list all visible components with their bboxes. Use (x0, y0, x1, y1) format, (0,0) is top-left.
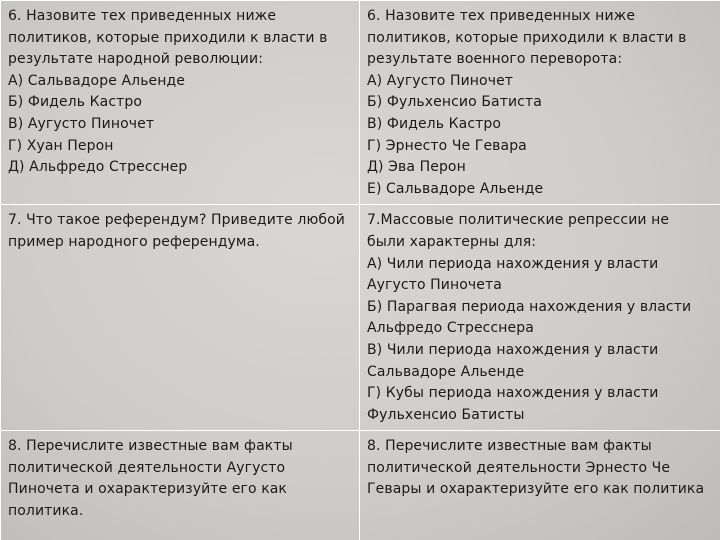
question-6-right-line: 6. Назовите тех приведенных ниже (367, 8, 636, 24)
question-6-left-line: 6. Назовите тех приведенных ниже (8, 8, 277, 24)
table-row (1, 431, 720, 540)
answer-option: В) Фидель Кастро (367, 115, 502, 132)
question-8-right-line: Гевары и охарактеризуйте его как политика (367, 481, 705, 498)
answer-option: Сальвадоре Альенде (367, 363, 525, 380)
question-6-left-line: политиков, которые приходили к власти в (8, 29, 328, 46)
answer-option: В) Аугусто Пиночет (8, 115, 155, 132)
answer-option: А) Аугусто Пиночет (367, 72, 514, 89)
answer-option: Б) Фульхенсио Батиста (367, 94, 542, 111)
answer-option: В) Чили периода нахождения у власти (367, 341, 659, 358)
answer-option: Г) Хуан Перон (8, 137, 114, 154)
table-row (1, 1, 720, 205)
question-8-right-line: 8. Перечислите известные вам факты (367, 438, 652, 455)
answer-option: Г) Эрнесто Че Гевара (367, 137, 527, 154)
question-7-left-line: пример народного референдума. (8, 233, 260, 250)
question-8-left-line: политической деятельности Аугусто (8, 459, 286, 476)
question-8-left-line: Пиночета и охарактеризуйте его как (8, 481, 287, 498)
question-7-right-line: были характерны для: (367, 233, 537, 250)
answer-option: Д) Эва Перон (367, 159, 466, 176)
question-6-left-line: результате народной революции: (8, 51, 264, 68)
question-8-right-line: политической деятельности Эрнесто Че (367, 459, 671, 476)
answer-option: А) Чили периода нахождения у власти (367, 255, 659, 272)
answer-option: Г) Кубы периода нахождения у власти (367, 385, 659, 402)
question-8-left-line: политика. (8, 503, 84, 520)
answer-option: А) Сальвадоре Альенде (8, 72, 186, 89)
question-7-left-line: 7. Что такое референдум? Приведите любой (8, 212, 345, 229)
answer-option: Б) Парагвая периода нахождения у власти (367, 298, 692, 315)
question-6-right-line: политиков, которые приходили к власти в (367, 29, 687, 46)
question-cell-left (1, 205, 360, 431)
table-row (1, 205, 720, 431)
answer-option: Б) Фидель Кастро (8, 94, 143, 111)
question-cell-left (1, 1, 360, 205)
answer-option: Альфредо Стресснера (367, 320, 534, 337)
answer-option: Аугусто Пиночета (367, 277, 502, 294)
answer-option: Д) Альфредо Стресснер (8, 159, 188, 176)
question-cell-right (360, 205, 720, 431)
question-8-left-line: 8. Перечислите известные вам факты (8, 438, 293, 455)
answer-option: Фульхенсио Батисты (367, 406, 525, 423)
question-6-right-line: результате военного переворота: (367, 51, 623, 68)
answer-option: Е) Сальвадоре Альенде (367, 180, 544, 197)
question-7-right-line: 7.Массовые политические репрессии не (367, 212, 670, 229)
question-cell-left (1, 431, 360, 540)
question-cell-right (360, 1, 720, 205)
question-cell-right (360, 431, 720, 540)
